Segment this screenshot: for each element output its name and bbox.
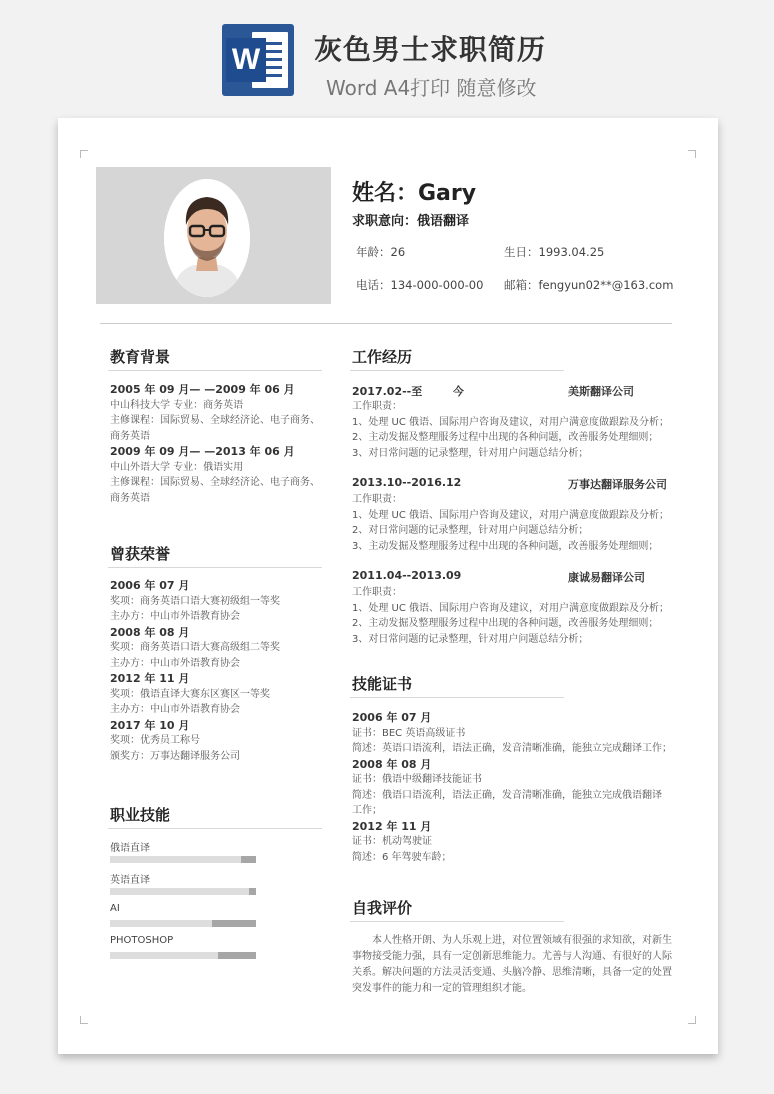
- duty-line: 1、处理 UC 俄语、国际用户咨询及建议，对用户满意度做跟踪及分析；: [352, 602, 670, 614]
- job-duties: [352, 585, 669, 647]
- entry-line: 奖项：俄语直译大赛东区赛区一等奖: [110, 688, 270, 700]
- entry-line: 中山外语大学 专业：俄语实用: [110, 461, 244, 473]
- duty-line: 工作职责：: [352, 587, 402, 598]
- skill-level-bar: [110, 920, 256, 927]
- entry-line: 简述：英语口语流利，语法正确，发音清晰准确，能独立完成翻译工作；: [352, 743, 672, 754]
- section-underline: [108, 828, 322, 829]
- entry-date: 2017 年 10 月: [110, 718, 190, 732]
- crop-mark: [688, 1016, 696, 1024]
- birthday: 生日：1993.04.25: [504, 245, 605, 259]
- entry-line: 主办方：中山市外语教育协会: [110, 704, 240, 715]
- entry-line: 商务英语: [110, 492, 150, 504]
- duty-line: 2、对日常问题的记录整理，针对用户问题总结分析；: [352, 525, 589, 536]
- skill-level-fill: [110, 920, 212, 927]
- self-eval-title: 自我评价: [352, 899, 413, 917]
- entry-date: 2009 年 09 月— —2013 年 06 月: [110, 445, 295, 458]
- job-period: 2011.04--2013.09: [352, 569, 462, 582]
- email: 邮箱：fengyun02**@163.com: [504, 278, 674, 292]
- certs-list: [352, 710, 672, 865]
- entry-date: 2012 年 11 月: [352, 819, 432, 833]
- entry-line: 主办方：中山市外语教育协会: [110, 611, 240, 622]
- candidate-name: 姓名：Gary: [352, 181, 477, 206]
- skill-level-bar: [110, 888, 256, 895]
- crop-mark: [688, 150, 696, 158]
- banner: [0, 0, 774, 118]
- entry-line: 奖项：商务英语口语大赛高级组二等奖: [110, 642, 280, 653]
- entry-line: 证书：机动驾驶证: [352, 836, 432, 847]
- entry-line: 证书：BEC 英语高级证书: [352, 727, 466, 739]
- job-duties: [352, 399, 669, 461]
- crop-mark: [80, 1016, 88, 1024]
- entry-line: 工作；: [352, 805, 382, 816]
- entry-line: 简述：俄语口语流利，语法正确，发音清晰准确，能独立完成俄语翻译: [352, 789, 662, 801]
- duty-line: 3、主动发掘及整理服务过程中出现的各种问题，改善服务处理细则；: [352, 540, 659, 552]
- skill-level-fill: [110, 856, 241, 863]
- word-doc-icon: [222, 24, 294, 96]
- entry-date: 2012 年 11 月: [110, 672, 190, 685]
- phone: 电话：134-000-000-00: [356, 278, 484, 292]
- entry-line: 奖项：商务英语口语大赛初级组一等奖: [110, 595, 280, 607]
- job-company: 万事达翻译服务公司: [568, 478, 667, 491]
- banner-title: 灰色男士求职简历: [314, 33, 547, 66]
- job-duties: [352, 492, 669, 554]
- entry-line: 中山科技大学 专业：商务英语: [110, 399, 244, 411]
- work-title: 工作经历: [352, 348, 413, 366]
- job-company: 美斯翻译公司: [568, 385, 634, 398]
- education-list: [110, 382, 320, 506]
- divider: [100, 323, 672, 324]
- duty-line: 2、主动发掘及整理服务过程中出现的各种问题，改善服务处理细则；: [352, 432, 659, 443]
- duty-line: 工作职责：: [352, 494, 402, 505]
- entry-line: 简述：6 年驾驶车龄；: [352, 851, 452, 863]
- entry-line: 主办方：中山市外语教育协会: [110, 657, 240, 669]
- entry-line: 商务英语: [110, 430, 150, 442]
- entry-date: 2006 年 07 月: [352, 711, 432, 724]
- skill-name: PHOTOSHOP: [110, 935, 174, 946]
- skill-level-fill: [110, 888, 249, 895]
- resume-page: [58, 118, 718, 1054]
- entry-line: 主修课程：国际贸易、全球经济论、电子商务、: [110, 415, 320, 426]
- duty-line: 3、对日常问题的记录整理，针对用户问题总结分析；: [352, 447, 589, 459]
- self-eval-text: 本人性格开朗、为人乐观上进，对位置领域有很强的求知欲，对新生事物接受能力强，具有一定创新思维能力。尤善与人沟通、有很好的人际关系。解决问题的方法灵活变通、头脑冷静、思维清晰，具备一定的处置突发事件的能力和一定的管理组织才能。: [352, 935, 672, 994]
- job-company: 康诚易翻译公司: [568, 571, 645, 584]
- skill-level-bar: [110, 856, 256, 863]
- portrait-icon: [164, 179, 250, 297]
- entry-line: 奖项：优秀员工称号: [110, 735, 200, 746]
- entry-date: 2006 年 07 月: [110, 579, 190, 592]
- entry-date: 2005 年 09 月— —2009 年 06 月: [110, 383, 295, 396]
- skill-name: AI: [110, 903, 120, 914]
- age: 年龄：26: [356, 245, 406, 259]
- job-intent: 求职意向：俄语翻译: [352, 214, 470, 229]
- word-logo-letter: W: [226, 38, 266, 82]
- skill-name: 俄语直译: [110, 843, 150, 854]
- certs-title: 技能证书: [352, 675, 413, 693]
- skill-level-rest: [249, 888, 256, 895]
- crop-mark: [80, 150, 88, 158]
- avatar: [164, 179, 250, 297]
- skill-name: 英语直译: [110, 875, 150, 886]
- duty-line: 1、处理 UC 俄语、国际用户咨询及建议，对用户满意度做跟踪及分析；: [352, 416, 670, 428]
- section-underline: [108, 567, 322, 568]
- duty-line: 3、对日常问题的记录整理，针对用户问题总结分析；: [352, 633, 589, 645]
- entry-line: 颁奖方：万事达翻译服务公司: [110, 750, 240, 762]
- duty-line: 1、处理 UC 俄语、国际用户咨询及建议，对用户满意度做跟踪及分析；: [352, 509, 670, 521]
- photo-panel: [96, 167, 331, 304]
- honors-list: [110, 578, 280, 764]
- job-period: 2013.10--2016.12: [352, 476, 462, 489]
- skill-level-bar: [110, 952, 256, 959]
- entry-line: 证书：俄语中级翻译技能证书: [352, 774, 482, 785]
- skill-level-rest: [212, 920, 256, 927]
- education-title: 教育背景: [110, 348, 171, 366]
- section-underline: [350, 921, 564, 922]
- skill-level-fill: [110, 952, 218, 959]
- skill-level-rest: [218, 952, 256, 959]
- banner-subtitle: Word A4打印 随意修改: [326, 76, 537, 100]
- section-underline: [350, 370, 564, 371]
- honors-title: 曾获荣誉: [110, 545, 171, 563]
- section-underline: [350, 697, 564, 698]
- entry-line: 主修课程：国际贸易、全球经济论、电子商务、: [110, 477, 320, 488]
- duty-line: 2、主动发掘及整理服务过程中出现的各种问题，改善服务处理细则；: [352, 618, 659, 629]
- duty-line: 工作职责：: [352, 401, 402, 412]
- entry-date: 2008 年 08 月: [110, 625, 190, 639]
- skills-title: 职业技能: [110, 806, 171, 824]
- job-period: 2017.02--至 今: [352, 385, 464, 398]
- section-underline: [108, 370, 322, 371]
- skill-level-rest: [241, 856, 256, 863]
- entry-date: 2008 年 08 月: [352, 757, 432, 771]
